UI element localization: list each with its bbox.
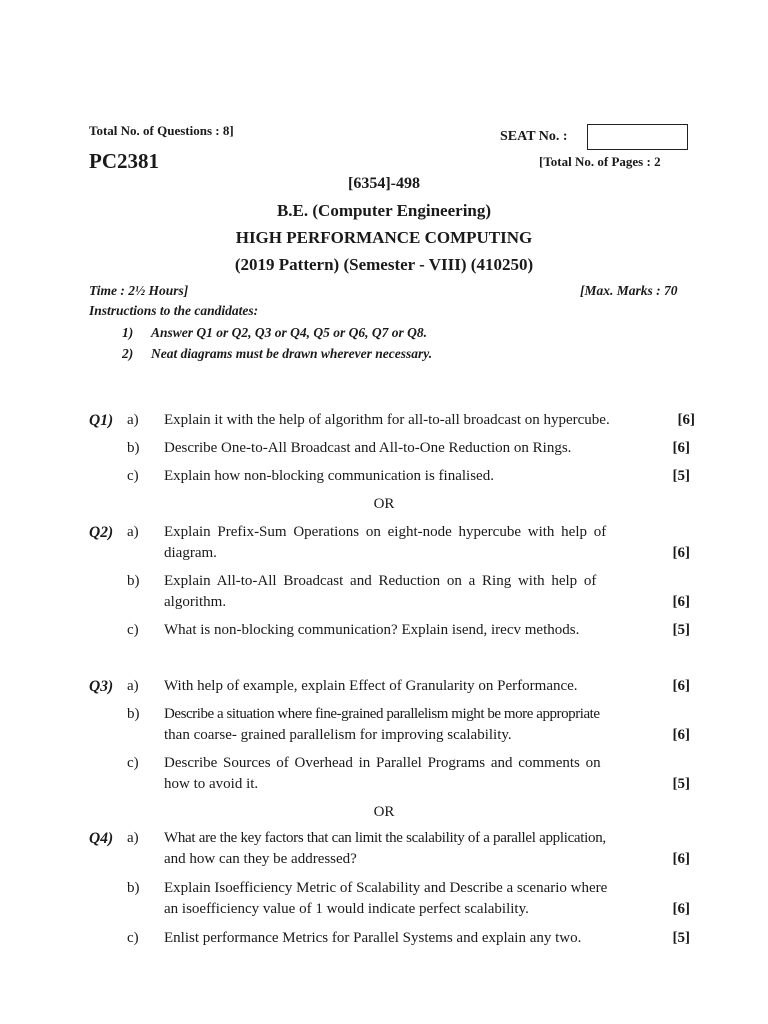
pattern-title: (2019 Pattern) (Semester - VIII) (410250) [234, 255, 534, 274]
question-text-continued: algorithm. [164, 594, 227, 610]
part-label: a) [127, 412, 139, 428]
part-label: a) [127, 678, 139, 694]
question-text: Explain it with the help of algorithm for all-to-all broadcast on hypercube. [164, 412, 610, 428]
question-text: What are the key factors that can limit the scalability of a parallel application, [164, 830, 606, 846]
seat-number-box [587, 124, 688, 150]
paper-code: PC2381 [89, 149, 159, 173]
instruction-text: Neat diagrams must be drawn wherever necessary. [151, 346, 433, 361]
question-text-continued: an isoefficiency value of 1 would indicate perfect scalability. [164, 901, 529, 917]
question-number: Q1) [89, 412, 114, 429]
part-label: c) [127, 755, 139, 771]
question-text: With help of example, explain Effect of Granularity on Performance. [164, 678, 578, 694]
subject-title: HIGH PERFORMANCE COMPUTING [235, 228, 533, 247]
question-number: Q4) [89, 830, 114, 847]
marks: [5] [672, 930, 690, 946]
question-text: Describe Sources of Overhead in Parallel Programs and comments on [164, 755, 601, 771]
or-separator: OR [373, 804, 395, 820]
question-text: Describe a situation where fine-grained parallelism might be more appropriate [164, 706, 600, 722]
degree-title: B.E. (Computer Engineering) [276, 201, 492, 220]
question-text: Explain Isoefficiency Metric of Scalability and Describe a scenario where [164, 880, 608, 896]
marks: [6] [672, 851, 690, 867]
question-text: Explain All-to-All Broadcast and Reduction on a Ring with help of [164, 573, 597, 589]
exam-code: [6354]-498 [348, 175, 420, 192]
instruction-text: Answer Q1 or Q2, Q3 or Q4, Q5 or Q6, Q7 or Q8. [151, 325, 428, 340]
marks: [6] [672, 594, 690, 610]
part-label: a) [127, 830, 139, 846]
max-marks: [Max. Marks : 70 [580, 283, 678, 298]
part-label: b) [127, 573, 140, 589]
part-label: c) [127, 622, 139, 638]
question-text: What is non-blocking communication? Explain isend, irecv methods. [164, 622, 580, 638]
total-pages: [Total No. of Pages : 2 [539, 154, 661, 169]
or-separator: OR [373, 496, 395, 512]
marks: [6] [672, 545, 690, 561]
exam-time: Time : 2½ Hours] [89, 283, 189, 298]
marks: [5] [672, 622, 690, 638]
part-label: c) [127, 468, 139, 484]
part-label: b) [127, 706, 140, 722]
instruction-number: 1) [122, 325, 134, 340]
seat-no-label: SEAT No. : [500, 129, 568, 144]
marks: [6] [672, 440, 690, 456]
part-label: c) [127, 930, 139, 946]
marks: [5] [672, 776, 690, 792]
question-text: Explain Prefix-Sum Operations on eight-node hypercube with help of [164, 524, 607, 540]
question-text-continued: diagram. [164, 545, 217, 561]
question-text-continued: how to avoid it. [164, 776, 259, 792]
question-text: Describe One-to-All Broadcast and All-to-One Reduction on Rings. [164, 440, 572, 456]
part-label: a) [127, 524, 139, 540]
question-number: Q2) [89, 524, 114, 541]
question-number: Q3) [89, 678, 114, 695]
part-label: b) [127, 440, 140, 456]
question-text-continued: than coarse- grained parallelism for improving scalability. [164, 727, 512, 743]
marks: [6] [672, 901, 690, 917]
question-text: Explain how non-blocking communication is finalised. [164, 468, 494, 484]
marks: [6] [672, 727, 690, 743]
total-questions: Total No. of Questions : 8] [89, 123, 234, 138]
question-text-continued: and how can they be addressed? [164, 851, 357, 867]
marks: [6] [677, 412, 695, 428]
instruction-number: 2) [122, 346, 134, 361]
marks: [5] [672, 468, 690, 484]
question-text: Enlist performance Metrics for Parallel Systems and explain any two. [164, 930, 582, 946]
instructions-title: Instructions to the candidates: [89, 303, 259, 318]
part-label: b) [127, 880, 140, 896]
marks: [6] [672, 678, 690, 694]
